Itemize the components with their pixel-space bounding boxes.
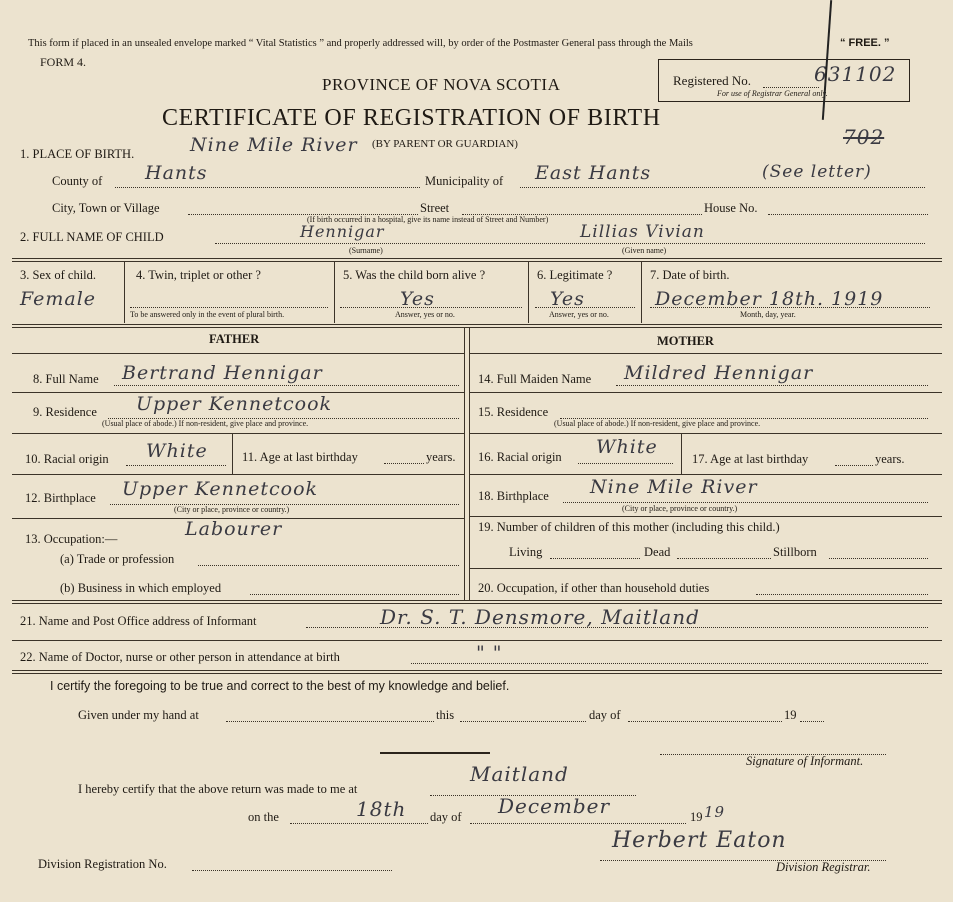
mother-age-label: 17. Age at last birthday	[692, 452, 809, 466]
father-racial-origin-value: White	[146, 440, 208, 462]
mother-residence-note: (Usual place of abode.) If non-resident, give place and province.	[554, 419, 761, 428]
registered-no-label: Registered No.	[673, 73, 751, 88]
registered-no-note: For use of Registrar General only.	[717, 89, 828, 98]
mother-birthplace-note: (City or place, province or country.)	[622, 504, 738, 513]
registrar-caption: Division Registrar.	[776, 860, 871, 874]
mother-residence-label: 15. Residence	[478, 405, 549, 419]
return-place: Maitland	[470, 762, 569, 786]
on-the-label: on the	[248, 810, 279, 824]
return-day: 18th	[356, 797, 407, 821]
mother-heading: MOTHER	[657, 334, 714, 348]
father-age-label: 11. Age at last birthday	[242, 450, 358, 464]
province-heading: PROVINCE OF NOVA SCOTIA	[322, 75, 561, 94]
date-of-birth-label: 7. Date of birth.	[650, 268, 730, 282]
county-label: County of	[52, 174, 103, 188]
father-residence-label: 9. Residence	[33, 405, 97, 419]
mother-racial-origin-label: 16. Racial origin	[478, 450, 562, 464]
city-label: City, Town or Village	[52, 201, 160, 215]
business-label: (b) Business in which employed	[60, 581, 222, 595]
child-name-label: 2. FULL NAME OF CHILD	[20, 230, 164, 244]
corner-number: 702	[843, 125, 885, 149]
certify-statement: I certify the foregoing to be true and correct to the best of my knowledge and belief.	[50, 679, 510, 693]
born-alive-label: 5. Was the child born alive ?	[343, 268, 486, 282]
registered-no-value: 631102	[814, 62, 897, 86]
postal-free: “ FREE. ”	[840, 37, 890, 49]
informant-signature-caption: Signature of Informant.	[746, 754, 864, 768]
father-years: years.	[426, 450, 456, 464]
mother-name-label: 14. Full Maiden Name	[478, 372, 592, 386]
this-label: this	[436, 708, 455, 722]
father-residence-note: (Usual place of abode.) If non-resident, give place and province.	[102, 419, 309, 428]
given-name-caption: (Given name)	[622, 246, 667, 255]
informant-value: Dr. S. T. Densmore, Maitland	[380, 605, 700, 629]
return-year-value: 19	[704, 803, 726, 821]
division-registration-label: Division Registration No.	[38, 857, 167, 871]
stillborn-label: Stillborn	[773, 545, 817, 559]
twin-note: To be answered only in the event of plural birth.	[130, 310, 285, 319]
street-label: Street	[420, 201, 450, 215]
hospital-note: (If birth occurred in a hospital, give its name instead of Street and Number)	[307, 215, 549, 224]
father-birthplace-value: Upper Kennetcook	[122, 478, 319, 500]
registrar-signature: Herbert Eaton	[612, 828, 787, 853]
sex-label: 3. Sex of child.	[20, 268, 97, 282]
informant-label: 21. Name and Post Office address of Informant	[20, 614, 257, 628]
legitimate-value: Yes	[550, 288, 585, 310]
doctor-value: " "	[476, 642, 503, 664]
twin-label: 4. Twin, triplet or other ?	[136, 268, 261, 282]
sex-value: Female	[20, 288, 97, 310]
father-birthplace-note: (City or place, province or country.)	[174, 505, 290, 514]
county-value: Hants	[145, 162, 208, 184]
mother-racial-origin-value: White	[596, 436, 658, 458]
father-occupation-value: Labourer	[185, 518, 283, 540]
municipality-value: East Hants	[535, 162, 652, 184]
father-racial-origin-label: 10. Racial origin	[25, 452, 109, 466]
child-surname: Hennigar	[300, 222, 385, 241]
living-label: Living	[509, 545, 543, 559]
child-given-name: Lillias Vivian	[580, 222, 705, 242]
date-of-birth-note: Month, day, year.	[740, 310, 796, 319]
place-of-birth-value: Nine Mile River	[190, 134, 358, 156]
given-under-label: Given under my hand at	[78, 708, 199, 722]
father-heading: FATHER	[209, 332, 260, 346]
father-name-value: Bertrand Hennigar	[122, 362, 323, 384]
date-of-birth-value: December 18th. 1919	[655, 288, 884, 310]
dead-label: Dead	[644, 545, 671, 559]
house-no-label: House No.	[704, 201, 758, 215]
mother-years: years.	[875, 452, 905, 466]
born-alive-note: Answer, yes or no.	[395, 310, 455, 319]
born-alive-value: Yes	[400, 288, 435, 310]
year-label: 19	[784, 708, 797, 722]
signature-rule	[380, 752, 490, 754]
legitimate-note: Answer, yes or no.	[549, 310, 609, 319]
trade-label: (a) Trade or profession	[60, 552, 175, 566]
father-residence-value: Upper Kennetcook	[136, 393, 333, 415]
father-occupation-label: 13. Occupation:—	[25, 532, 118, 546]
place-of-birth-label: 1. PLACE OF BIRTH.	[20, 147, 135, 161]
mother-birthplace-label: 18. Birthplace	[478, 489, 549, 503]
mother-birthplace-value: Nine Mile River	[590, 476, 758, 498]
certificate-subtitle: (BY PARENT OR GUARDIAN)	[372, 138, 518, 150]
father-name-label: 8. Full Name	[33, 372, 99, 386]
return-month: December	[498, 794, 611, 818]
certificate-title: CERTIFICATE OF REGISTRATION OF BIRTH	[162, 105, 661, 131]
surname-caption: (Surname)	[349, 246, 383, 255]
father-birthplace-label: 12. Birthplace	[25, 491, 96, 505]
legitimate-label: 6. Legitimate ?	[537, 268, 613, 282]
return-label: I hereby certify that the above return was made to me at	[78, 782, 358, 796]
return-year-label: 19	[690, 810, 703, 824]
return-day-of-label: day of	[430, 810, 462, 824]
mother-occupation-label: 20. Occupation, if other than household duties	[478, 581, 710, 595]
day-of-label: day of	[589, 708, 621, 722]
municipality-label: Municipality of	[425, 174, 504, 188]
doctor-label: 22. Name of Doctor, nurse or other person in attendance at birth	[20, 650, 340, 664]
form-number: FORM 4.	[40, 55, 87, 69]
see-letter-note: (See letter)	[762, 162, 872, 182]
postal-note: This form if placed in an unsealed envelope marked “ Vital Statistics ” and properly addressed will, by order of the Postmaster General pass through the Mails	[28, 38, 693, 49]
mother-name-value: Mildred Hennigar	[624, 362, 814, 384]
children-count-label: 19. Number of children of this mother (including this child.)	[478, 520, 780, 534]
